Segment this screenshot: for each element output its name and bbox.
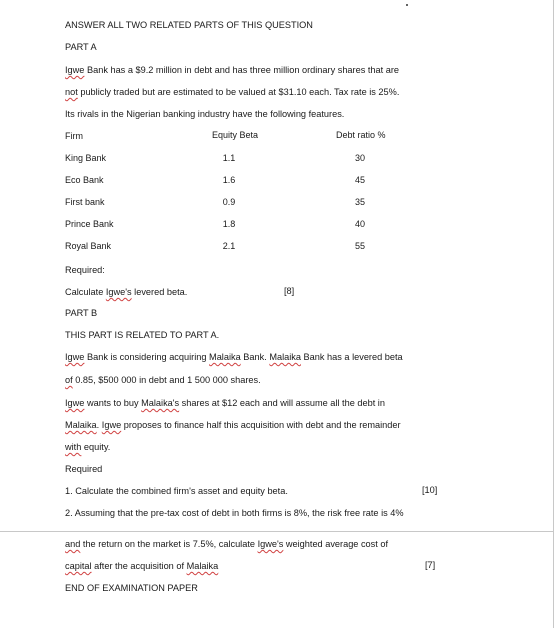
part-a-marks: [8]: [284, 286, 295, 296]
spell-flag: Igwe: [65, 65, 85, 75]
text: after the acquisition of: [91, 561, 187, 571]
stray-dot: [406, 4, 408, 6]
part-a-question: [65, 286, 187, 298]
spell-flag: Igwe's: [105, 287, 132, 297]
part-b-question-1: 1. Calculate the combined firm's asset and equity beta.: [65, 486, 288, 496]
part-b-title: PART B: [65, 308, 98, 318]
part-b-question-2-marks: [7]: [425, 560, 436, 570]
part-b-question-1-marks: [10]: [422, 485, 438, 495]
part-b-question-2-line-3: [65, 560, 218, 572]
part-a-paragraph-line-2: [65, 86, 399, 98]
part-b-line-3: [65, 397, 385, 409]
text: Bank is considering acquiring: [84, 352, 210, 362]
table-header-firm: Firm: [65, 131, 83, 141]
table-cell-firm: Eco Bank: [65, 175, 104, 185]
table-cell-debt: 45: [354, 175, 365, 185]
spell-flag: Malaika: [65, 420, 97, 430]
table-cell-firm: Royal Bank: [65, 241, 112, 251]
table-cell-firm: Prince Bank: [65, 219, 114, 229]
table-cell-debt: 55: [354, 241, 365, 251]
spell-flag: Igwe's: [257, 539, 284, 549]
part-b-line-4: [65, 419, 401, 431]
part-a-paragraph-line-3: Its rivals in the Nigerian banking industry have the following features.: [65, 109, 345, 119]
part-a-required: Required:: [65, 265, 105, 275]
part-b-question-2-line-2: [65, 538, 388, 550]
spell-flag: capital: [65, 561, 92, 571]
table-cell-debt: 35: [354, 197, 365, 207]
text: publicly traded but are estimated to be valued at $31.10 each. Tax rate is 25%.: [77, 87, 400, 97]
spell-flag: Igwe: [65, 352, 85, 362]
table-cell-beta: 1.6: [222, 175, 236, 185]
text: Calculate: [65, 287, 106, 297]
spell-flag: and: [65, 539, 81, 549]
table-cell-beta: 1.8: [222, 219, 236, 229]
table-cell-debt: 30: [354, 153, 365, 163]
table-cell-firm: King Bank: [65, 153, 107, 163]
table-cell-debt: 40: [354, 219, 365, 229]
spell-flag: Igwe: [101, 420, 122, 430]
part-b-line-5: [65, 441, 110, 453]
spell-flag: Malaika: [186, 561, 219, 571]
text: equity.: [81, 442, 111, 452]
table-header-debt: Debt ratio %: [336, 130, 386, 140]
part-b-intro: THIS PART IS RELATED TO PART A.: [65, 330, 220, 340]
table-cell-beta: 2.1: [222, 241, 236, 251]
text: Bank has a levered beta: [301, 352, 403, 362]
table-cell-beta: 0.9: [222, 197, 236, 207]
text: levered beta.: [131, 287, 188, 297]
spell-flag: Malaika's: [141, 398, 180, 408]
part-b-line-2: [65, 374, 261, 386]
part-b-required: Required: [65, 464, 103, 474]
page-break-line: [0, 531, 554, 532]
text: .: [96, 420, 102, 430]
text: weighted average cost of: [283, 539, 389, 549]
text: wants to buy: [84, 398, 142, 408]
text: Bank has a $9.2 million in debt and has three million ordinary shares that are: [84, 65, 400, 75]
part-a-paragraph-line-1: [65, 64, 399, 76]
spell-flag: of: [65, 375, 73, 385]
spell-flag: Malaika: [269, 352, 301, 362]
table-header-beta: Equity Beta: [212, 130, 259, 140]
part-b-line-1: [65, 351, 403, 363]
text: 0.85, $500 000 in debt and 1 500 000 shares.: [72, 375, 261, 385]
part-a-title: PART A: [65, 42, 97, 52]
spell-flag: not: [65, 87, 78, 97]
text: the return on the market is 7.5%, calculate: [80, 539, 258, 549]
heading: ANSWER ALL TWO RELATED PARTS OF THIS QUESTION: [65, 20, 313, 30]
text: proposes to finance half this acquisition with debt and the remainder: [121, 420, 401, 430]
spell-flag: Malaika: [209, 352, 241, 362]
text: Bank.: [240, 352, 270, 362]
table-cell-beta: 1.1: [222, 153, 236, 163]
end-of-paper: END OF EXAMINATION PAPER: [65, 583, 198, 593]
spell-flag: Igwe: [65, 398, 85, 408]
spell-flag: with: [65, 442, 82, 452]
part-b-question-2: 2. Assuming that the pre-tax cost of debt in both firms is 8%, the risk free rate is 4%: [65, 508, 404, 518]
text: shares at $12 each and will assume all the debt in: [179, 398, 385, 408]
table-cell-firm: First bank: [65, 197, 105, 207]
